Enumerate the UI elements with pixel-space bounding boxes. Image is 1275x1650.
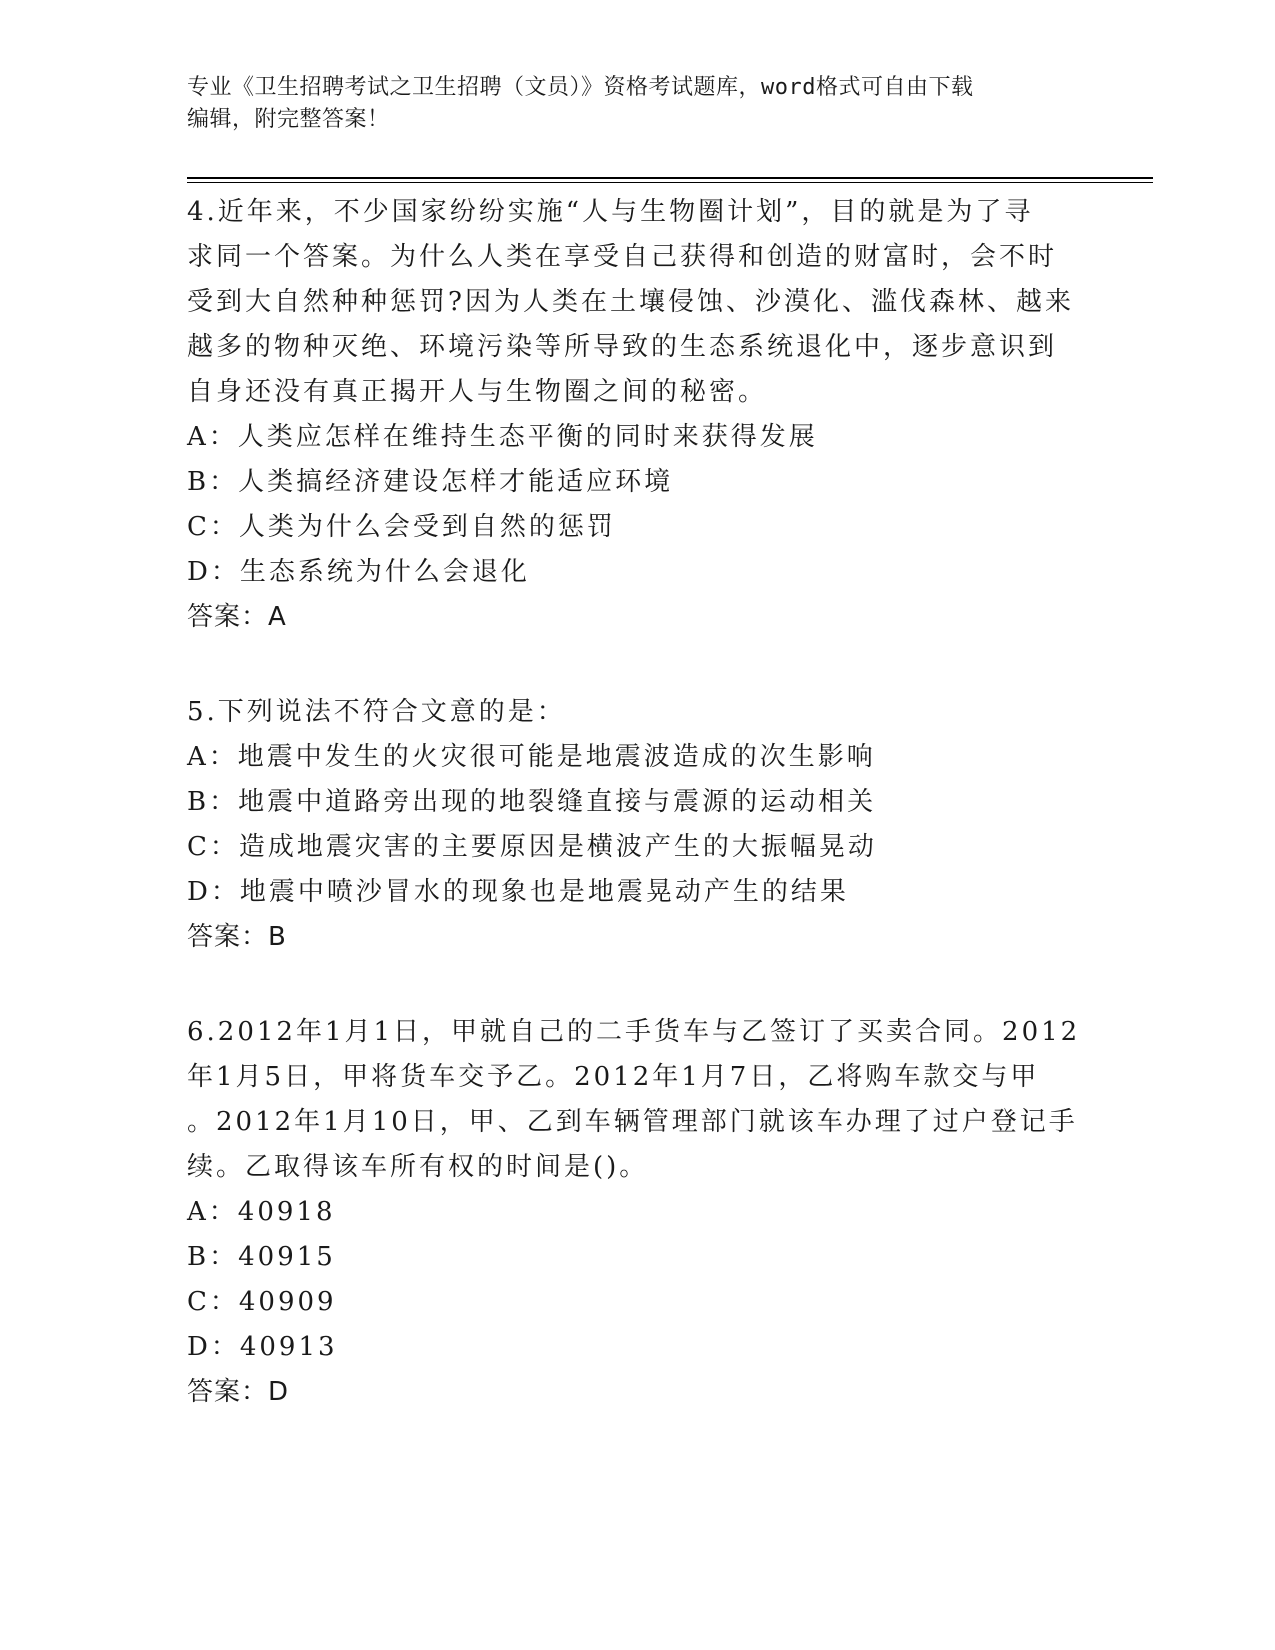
stem-line: 自身还没有真正揭开人与生物圈之间的秘密。 [187,377,768,407]
stem-line: 年1月5日，甲将货车交予乙。2012年1月7日，乙将购车款交与甲 [187,1062,1040,1092]
answer-line: 答案：B [187,922,287,952]
stem-line: 越多的物种灭绝、环境污染等所导致的生态系统退化中，逐步意识到 [187,332,1058,362]
option-b: B：40915 [187,1242,336,1272]
option-d: D：地震中喷沙冒水的现象也是地震晃动产生的结果 [187,877,849,907]
stem-line: 受到大自然种种惩罚?因为人类在土壤侵蚀、沙漠化、滥伐森林、越来 [187,287,1074,317]
document-header [187,72,1087,136]
header-rule-thin [187,182,1153,183]
question-stem [187,690,1087,735]
question-5 [187,690,1087,960]
header-line-1: 专业《卫生招聘考试之卫生招聘（文员）》资格考试题库，word格式可自由下载 [187,75,974,100]
header-rule-thick [187,177,1153,179]
question-4 [187,190,1087,640]
question-stem [187,190,1087,415]
question-list [187,190,1087,1465]
option-a: A：地震中发生的火灾很可能是地震波造成的次生影响 [187,742,876,772]
stem-line: 5.下列说法不符合文意的是： [187,697,566,727]
option-c: C：40909 [187,1287,337,1317]
option-d: D：40913 [187,1332,338,1362]
option-c: C：造成地震灾害的主要原因是横波产生的大振幅晃动 [187,832,877,862]
option-b: B：人类搞经济建设怎样才能适应环境 [187,467,674,497]
stem-line: 求同一个答案。为什么人类在享受自己获得和创造的财富时，会不时 [187,242,1058,272]
option-d: D：生态系统为什么会退化 [187,557,530,587]
option-a: A：人类应怎样在维持生态平衡的同时来获得发展 [187,422,818,452]
stem-line: 续。乙取得该车所有权的时间是()。 [187,1152,649,1182]
stem-line: 。2012年1月10日，甲、乙到车辆管理部门就该车办理了过户登记手 [187,1107,1078,1137]
question-6 [187,1010,1087,1415]
answer-line: 答案：D [187,1377,290,1407]
stem-line: 4.近年来，不少国家纷纷实施“人与生物圈计划”，目的就是为了寻 [187,197,1034,227]
option-c: C：人类为什么会受到自然的惩罚 [187,512,616,542]
option-a: A：40918 [187,1197,336,1227]
header-line-2: 编辑，附完整答案！ [187,107,390,132]
stem-line: 6.2012年1月1日，甲就自己的二手货车与乙签订了买卖合同。2012 [187,1017,1081,1047]
option-b: B：地震中道路旁出现的地裂缝直接与震源的运动相关 [187,787,877,817]
answer-line: 答案：A [187,602,287,632]
question-stem [187,1010,1087,1190]
